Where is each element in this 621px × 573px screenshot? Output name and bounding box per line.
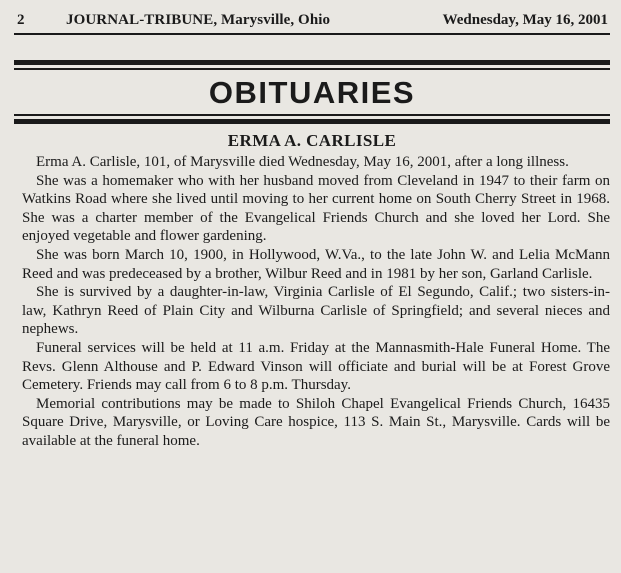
obituary-paragraph: She was a homemaker who with her husband moved from Cleveland in 1947 to their farm on Watkins Road where she lived until moving to her current home on South Cherry Street in 1968. She was a charter member of the Evangelical Friends Church and she loved her Lord. She enjoyed vegetable and flower gardening. — [22, 172, 610, 245]
obituary-headline: ERMA A. CARLISLE — [227, 131, 397, 150]
top-rule-thick — [14, 60, 610, 65]
page-number: 2 — [17, 12, 25, 28]
bottom-rule-thin — [14, 114, 610, 116]
obituary-paragraph: She was born March 10, 1900, in Hollywood, W.Va., to the late John W. and Lelia McMann Reed and was predeceased by a brother, Wilbur Reed and in 1981 by her son, Garland Carlisle. — [22, 246, 610, 282]
obituary-paragraph: Memorial contributions may be made to Shiloh Chapel Evangelical Friends Church, 16435 Square Drive, Marysville, or Loving Care hospice, 113 S. Main St., Marysville. Cards will be available at the funeral home. — [22, 395, 610, 449]
masthead — [14, 7, 610, 33]
top-rule-thin — [14, 68, 610, 70]
obituary-paragraph: Erma A. Carlisle, 101, of Marysville died Wednesday, May 16, 2001, after a long illness. — [36, 154, 569, 170]
newspaper-name: JOURNAL-TRIBUNE, Marysville, Ohio — [66, 12, 331, 28]
bottom-rule-thick — [14, 119, 610, 124]
obituary-paragraph: She is survived by a daughter-in-law, Virginia Carlisle of El Segundo, Calif.; two sisters-in-law, Kathryn Reed of Plain City and Wilburna Carlisle of Springfield; and several nieces and nephews. — [22, 284, 610, 338]
masthead-rule — [14, 33, 610, 35]
obituary-body — [22, 153, 610, 451]
obituary-paragraph: Funeral services will be held at 11 a.m. Friday at the Mannasmith-Hale Funeral Home. The Revs. Glenn Althouse and P. Edward Vinson will officiate and burial will be at Forest Grove Cemetery. Friends may call from 6 to 8 p.m. Thursday. — [22, 339, 610, 394]
section-title: OBITUARIES — [208, 75, 416, 110]
issue-date: Wednesday, May 16, 2001 — [442, 12, 608, 28]
